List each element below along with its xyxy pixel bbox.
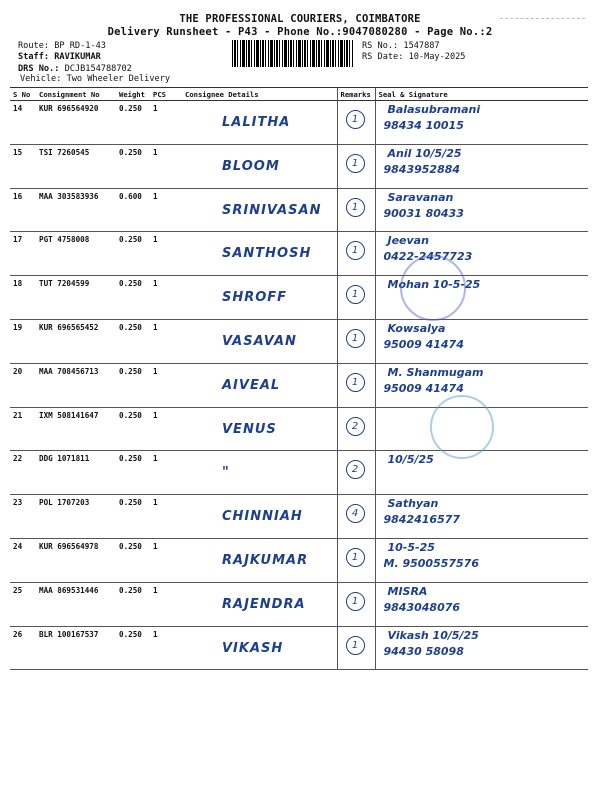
route-info: Route: BP RD-1-43 bbox=[18, 41, 106, 51]
consignee-cell bbox=[182, 582, 337, 626]
consignee-handwritten: VIKASH bbox=[222, 640, 284, 656]
remark-circle: 1 bbox=[346, 373, 365, 392]
remarks-cell bbox=[337, 538, 375, 582]
consignment-cell: KUR 696564978 bbox=[36, 538, 116, 582]
col-consignment: Consignment No bbox=[36, 88, 116, 101]
consignee-cell bbox=[182, 144, 337, 188]
table-row bbox=[10, 144, 588, 188]
rs-number: RS No.: 1547887 bbox=[362, 41, 440, 51]
weight-cell: 0.250 bbox=[116, 538, 150, 582]
signature-handwritten: Jeevan bbox=[387, 234, 429, 248]
signature-phone-handwritten: 98434 10015 bbox=[383, 119, 464, 132]
table-row bbox=[10, 319, 588, 363]
remark-circle: 2 bbox=[346, 460, 365, 479]
remark-circle: 2 bbox=[346, 417, 365, 436]
weight-cell: 0.250 bbox=[116, 495, 150, 539]
consignee-cell bbox=[182, 538, 337, 582]
seal-signature-cell bbox=[375, 188, 588, 232]
remarks-cell bbox=[337, 495, 375, 539]
remarks-cell bbox=[337, 144, 375, 188]
col-sno: S No bbox=[10, 88, 36, 101]
consignee-cell bbox=[182, 626, 337, 670]
remark-circle: 1 bbox=[346, 154, 365, 173]
consignee-handwritten: LALITHA bbox=[222, 115, 291, 130]
remark-circle: 1 bbox=[346, 110, 365, 129]
pcs-cell: 1 bbox=[150, 495, 182, 539]
signature-phone-handwritten: 9843952884 bbox=[383, 162, 461, 176]
weight-cell: 0.250 bbox=[116, 232, 150, 276]
col-remarks: Remarks bbox=[337, 88, 375, 101]
remarks-cell bbox=[337, 626, 375, 670]
consignee-cell bbox=[182, 495, 337, 539]
remark-circle: 1 bbox=[346, 636, 365, 655]
signature-phone-handwritten: M. 9500557576 bbox=[383, 556, 479, 570]
seal-signature-cell bbox=[375, 626, 588, 670]
seal-signature-cell bbox=[375, 101, 588, 145]
staff-name: RAVIKUMAR bbox=[54, 52, 101, 62]
pcs-cell: 1 bbox=[150, 626, 182, 670]
vehicle-info: Vehicle: Two Wheeler Delivery bbox=[20, 74, 171, 84]
signature-handwritten: MISRA bbox=[387, 584, 428, 598]
sno-cell: 24 bbox=[10, 538, 36, 582]
table-row bbox=[10, 101, 588, 145]
drs-number: DCJB154788702 bbox=[64, 64, 132, 74]
consignment-cell: MAA 869531446 bbox=[36, 582, 116, 626]
recipient-seal-stamp bbox=[430, 395, 494, 459]
table-row bbox=[10, 407, 588, 451]
remarks-cell bbox=[337, 363, 375, 407]
consignee-handwritten: AIVEAL bbox=[222, 377, 281, 393]
sno-cell: 23 bbox=[10, 495, 36, 539]
consignee-cell bbox=[182, 232, 337, 276]
consignee-handwritten: VASAVAN bbox=[222, 333, 297, 349]
consignee-cell bbox=[182, 188, 337, 232]
consignee-cell bbox=[182, 407, 337, 451]
remarks-cell bbox=[337, 451, 375, 495]
signature-phone-handwritten: 95009 41474 bbox=[383, 337, 464, 351]
remark-circle: 1 bbox=[346, 241, 365, 260]
runsheet-table bbox=[10, 87, 588, 670]
drs-info bbox=[18, 64, 132, 74]
remarks-cell bbox=[337, 407, 375, 451]
barcode bbox=[232, 40, 354, 67]
seal-signature-cell bbox=[375, 451, 588, 495]
consignee-handwritten: " bbox=[222, 465, 230, 481]
table-row bbox=[10, 188, 588, 232]
weight-cell: 0.250 bbox=[116, 451, 150, 495]
consignee-handwritten: RAJENDRA bbox=[222, 596, 306, 612]
pcs-cell: 1 bbox=[150, 363, 182, 407]
table-row bbox=[10, 495, 588, 539]
consignment-cell: MAA 708456713 bbox=[36, 363, 116, 407]
seal-signature-cell bbox=[375, 319, 588, 363]
sno-cell: 20 bbox=[10, 363, 36, 407]
seal-signature-cell bbox=[375, 363, 588, 407]
weight-cell: 0.250 bbox=[116, 363, 150, 407]
weight-cell: 0.250 bbox=[116, 319, 150, 363]
consignee-handwritten: SANTHOSH bbox=[222, 246, 312, 262]
consignment-cell: IXM 508141647 bbox=[36, 407, 116, 451]
seal-signature-cell bbox=[375, 144, 588, 188]
signature-handwritten: 10-5-25 bbox=[387, 540, 435, 554]
consignee-handwritten: CHINNIAH bbox=[222, 509, 303, 525]
remarks-cell bbox=[337, 319, 375, 363]
signature-handwritten: Sathyan bbox=[387, 497, 439, 511]
consignee-cell bbox=[182, 101, 337, 145]
table-row bbox=[10, 276, 588, 320]
consignee-cell bbox=[182, 363, 337, 407]
remarks-cell bbox=[337, 276, 375, 320]
consignee-handwritten: SHROFF bbox=[222, 290, 288, 306]
consignment-cell: MAA 303583936 bbox=[36, 188, 116, 232]
table-row bbox=[10, 232, 588, 276]
sno-cell: 14 bbox=[10, 101, 36, 145]
signature-handwritten: M. Shanmugam bbox=[387, 365, 484, 379]
remark-circle: 1 bbox=[346, 198, 365, 217]
staff-info bbox=[18, 52, 101, 62]
staff-label: Staff: bbox=[18, 52, 50, 62]
remarks-cell bbox=[337, 101, 375, 145]
sno-cell: 21 bbox=[10, 407, 36, 451]
pcs-cell: 1 bbox=[150, 407, 182, 451]
courier-seal-stamp bbox=[400, 255, 466, 321]
sno-cell: 18 bbox=[10, 276, 36, 320]
sno-cell: 26 bbox=[10, 626, 36, 670]
consignment-cell: DDG 1071811 bbox=[36, 451, 116, 495]
weight-cell: 0.250 bbox=[116, 276, 150, 320]
pcs-cell: 1 bbox=[150, 101, 182, 145]
company-title: THE PROFESSIONAL COURIERS, COIMBATORE bbox=[179, 13, 421, 25]
remark-circle: 1 bbox=[346, 592, 365, 611]
col-weight: Weight bbox=[116, 88, 150, 101]
consignment-cell: BLR 100167537 bbox=[36, 626, 116, 670]
remarks-cell bbox=[337, 188, 375, 232]
signature-handwritten: Balasubramani bbox=[387, 103, 481, 116]
consignment-cell: KUR 696564920 bbox=[36, 101, 116, 145]
sno-cell: 15 bbox=[10, 144, 36, 188]
consignee-handwritten: SRINIVASAN bbox=[222, 202, 322, 218]
weight-cell: 0.250 bbox=[116, 582, 150, 626]
pcs-cell: 1 bbox=[150, 319, 182, 363]
consignee-handwritten: BLOOM bbox=[222, 158, 280, 174]
pcs-cell: 1 bbox=[150, 451, 182, 495]
signature-phone-handwritten: 0422-2457723 bbox=[383, 250, 473, 264]
weight-cell: 0.600 bbox=[116, 188, 150, 232]
consignee-cell bbox=[182, 451, 337, 495]
table-row bbox=[10, 363, 588, 407]
signature-handwritten: Mohan 10-5-25 bbox=[387, 278, 481, 292]
seal-signature-cell bbox=[375, 495, 588, 539]
seal-signature-cell bbox=[375, 582, 588, 626]
sno-cell: 22 bbox=[10, 451, 36, 495]
weight-cell: 0.250 bbox=[116, 407, 150, 451]
signature-handwritten: 10/5/25 bbox=[387, 453, 434, 467]
remark-circle: 1 bbox=[346, 548, 365, 567]
pcs-cell: 1 bbox=[150, 144, 182, 188]
signature-handwritten: Anil 10/5/25 bbox=[387, 146, 462, 160]
sno-cell: 19 bbox=[10, 319, 36, 363]
remark-circle: 1 bbox=[346, 285, 365, 304]
signature-phone-handwritten: 9842416577 bbox=[383, 513, 461, 527]
consignment-cell: PGT 4758008 bbox=[36, 232, 116, 276]
consignment-cell: POL 1707203 bbox=[36, 495, 116, 539]
weight-cell: 0.250 bbox=[116, 101, 150, 145]
table-header bbox=[10, 88, 588, 101]
consignee-cell bbox=[182, 319, 337, 363]
seal-signature-cell bbox=[375, 538, 588, 582]
table-row bbox=[10, 626, 588, 670]
table-row bbox=[10, 582, 588, 626]
col-seal-signature: Seal & Signature bbox=[375, 88, 588, 101]
remark-circle: 1 bbox=[346, 329, 365, 348]
signature-phone-handwritten: 94430 58098 bbox=[383, 644, 464, 658]
runsheet-subtitle: Delivery Runsheet - P43 - Phone No.:9047080280 - Page No.:2 bbox=[107, 26, 493, 38]
signature-phone-handwritten: 90031 80433 bbox=[383, 206, 464, 220]
pcs-cell: 1 bbox=[150, 232, 182, 276]
remarks-cell bbox=[337, 232, 375, 276]
consignee-cell bbox=[182, 276, 337, 320]
sno-cell: 25 bbox=[10, 582, 36, 626]
rs-date: RS Date: 10-May-2025 bbox=[362, 52, 466, 62]
pcs-cell: 1 bbox=[150, 188, 182, 232]
consignment-cell: TSI 7260545 bbox=[36, 144, 116, 188]
col-consignee: Consignee Details bbox=[182, 88, 337, 101]
consignment-cell: KUR 696565452 bbox=[36, 319, 116, 363]
table-row bbox=[10, 451, 588, 495]
consignee-handwritten: RAJKUMAR bbox=[222, 552, 309, 568]
remarks-cell bbox=[337, 582, 375, 626]
signature-handwritten: Saravanan bbox=[387, 190, 454, 204]
sno-cell: 17 bbox=[10, 232, 36, 276]
table-row bbox=[10, 538, 588, 582]
signature-phone-handwritten: 9843048076 bbox=[383, 600, 461, 614]
signature-handwritten: Kowsalya bbox=[387, 321, 446, 335]
consignee-handwritten: VENUS bbox=[222, 421, 277, 437]
weight-cell: 0.250 bbox=[116, 144, 150, 188]
signature-phone-handwritten: 95009 41474 bbox=[383, 381, 464, 395]
drs-label: DRS No.: bbox=[18, 64, 60, 74]
consignment-cell: TUT 7204599 bbox=[36, 276, 116, 320]
col-pcs: PCS bbox=[150, 88, 182, 101]
remark-circle: 4 bbox=[346, 504, 365, 523]
weight-cell: 0.250 bbox=[116, 626, 150, 670]
pcs-cell: 1 bbox=[150, 582, 182, 626]
sno-cell: 16 bbox=[10, 188, 36, 232]
signature-handwritten: Vikash 10/5/25 bbox=[387, 628, 479, 642]
pcs-cell: 1 bbox=[150, 538, 182, 582]
pcs-cell: 1 bbox=[150, 276, 182, 320]
